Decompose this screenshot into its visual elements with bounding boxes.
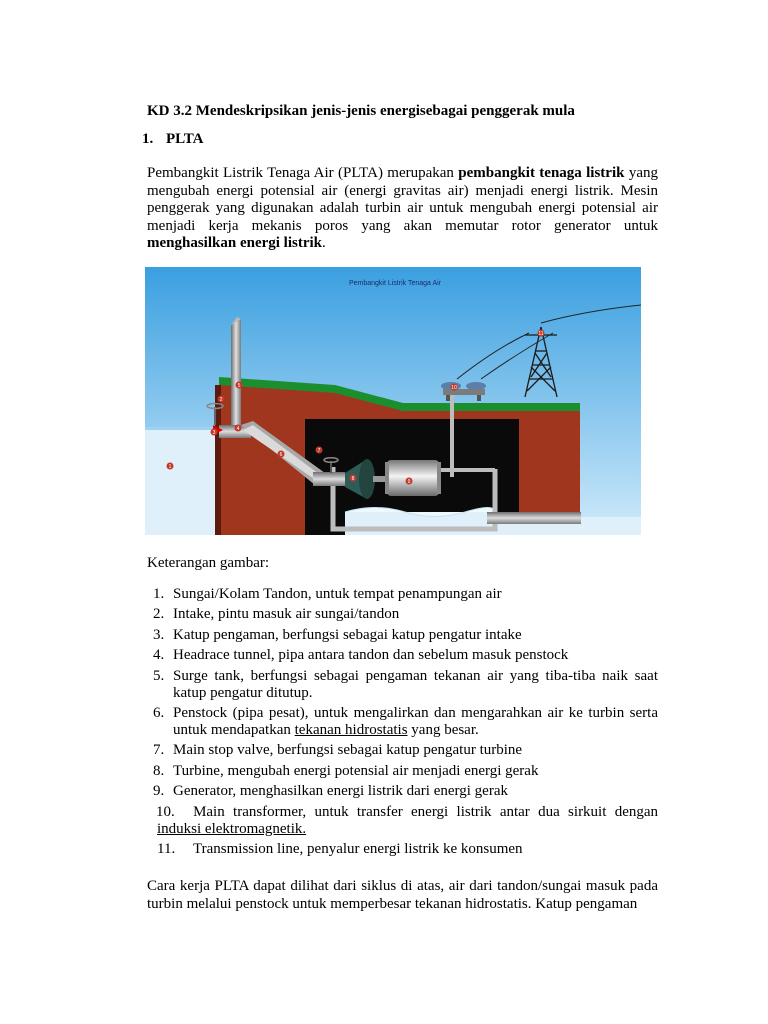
outlet-pipe — [487, 512, 581, 524]
list-item: 3. Katup pengaman, berfungsi sebagai katup pengatur intake — [153, 626, 522, 643]
intro-bold-2: menghasilkan energi listrik — [147, 235, 323, 252]
intro-paragraph — [147, 165, 658, 253]
generator — [387, 460, 439, 496]
svg-text:4: 4 — [236, 426, 240, 432]
intro-text-1: Pembangkit Listrik Tenaga Air (PLTA) merupakan — [147, 165, 459, 181]
svg-text:3: 3 — [212, 430, 216, 436]
surge-tank — [231, 319, 241, 432]
list-item: 10. Main transformer, untuk transfer energi listrik antar dua sirkuit dengan induksi elektromagnetik. — [156, 803, 659, 837]
legend-list — [153, 586, 658, 861]
svg-text:8: 8 — [351, 476, 355, 482]
section-number: 1. — [142, 131, 154, 147]
list-item: 6. Penstock (pipa pesat), untuk mengalirkan dan mengarahkan air ke turbin serta untuk mendapatkan tekanan hidrostatis yang besar. — [153, 704, 658, 738]
svg-text:7: 7 — [317, 448, 321, 454]
section-name: PLTA — [166, 131, 204, 147]
svg-text:9: 9 — [407, 479, 411, 485]
section-title — [142, 131, 204, 148]
list-item: 5. Surge tank, berfungsi sebagai pengaman tekanan air yang tiba-tiba naik saat katup pengatur ditutup. — [153, 667, 658, 701]
document-heading: KD 3.2 Mendeskripsikan jenis-jenis energisebagai penggerak mula — [147, 103, 575, 119]
list-item: 11. Transmission line, penyalur energi listrik ke konsumen — [157, 840, 523, 857]
intro-text-2: yang mengubah energi potensial air (energi gravitas air) menjadi energi listrik. Mesin penggerak yang digunakan adalah turbin air untuk mengubah energi potensial air menjadi kerja mekanis poros yang akan memutar rotor generator untuk — [147, 165, 658, 234]
list-item: 7. Main stop valve, berfungsi sebagai katup pengatur turbine — [153, 742, 523, 759]
svg-text:1: 1 — [168, 464, 172, 470]
intro-text-3: . — [322, 235, 326, 252]
intro-bold-1: pembangkit tenaga listrik — [458, 165, 625, 181]
svg-text:10: 10 — [451, 385, 457, 391]
figure-caption-heading: Keterangan gambar: — [147, 555, 270, 571]
list-item: 8. Turbine, mengubah energi potensial air menjadi energi gerak — [153, 762, 539, 779]
reservoir-water — [145, 427, 219, 535]
list-item: 2. Intake, pintu masuk air sungai/tandon — [153, 606, 400, 623]
outro-paragraph: Cara kerja PLTA dapat dilihat dari siklus di atas, air dari tandon/sungai masuk pada turbin melalui penstock untuk memperbesar tekanan hidrostatis. Katup pengaman — [147, 878, 658, 912]
plta-diagram — [145, 267, 641, 535]
figure-title: Pembangkit Listrik Tenaga Air — [348, 280, 442, 287]
list-item: 9. Generator, menghasilkan energi listrik dari energi gerak — [153, 783, 508, 800]
list-item: 1. Sungai/Kolam Tandon, untuk tempat penampungan air — [153, 586, 502, 602]
svg-text:2: 2 — [219, 397, 223, 403]
svg-text:6: 6 — [279, 452, 283, 458]
svg-text:5: 5 — [237, 383, 241, 389]
svg-text:11: 11 — [538, 331, 544, 337]
list-item: 4. Headrace tunnel, pipa antara tandon dan sebelum masuk penstock — [153, 647, 569, 664]
